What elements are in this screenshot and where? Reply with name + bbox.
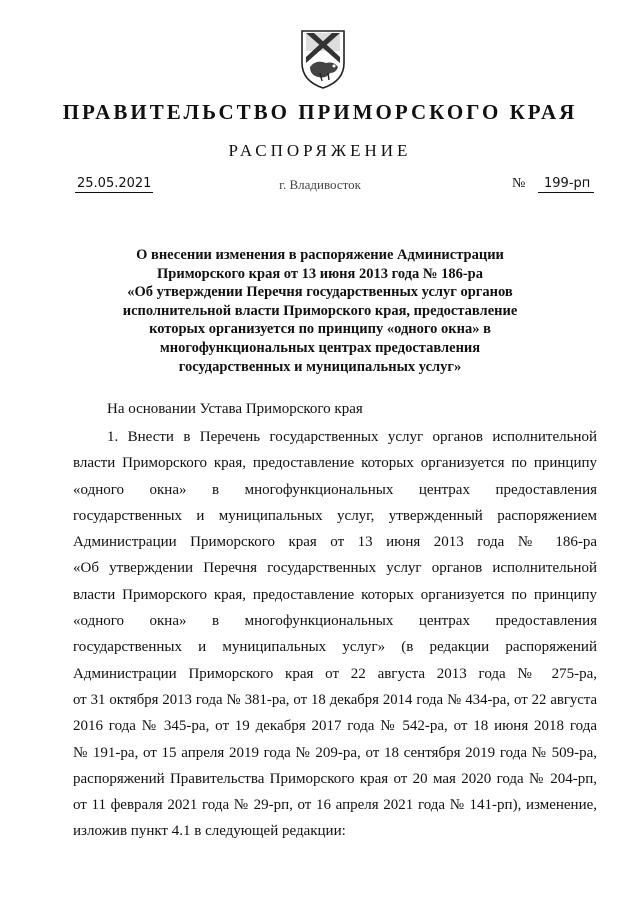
document-number: 199-рп bbox=[538, 176, 594, 193]
paragraph-line: власти Приморского края, предоставление которых организуется по принципу bbox=[73, 586, 597, 603]
document-subject bbox=[100, 246, 540, 376]
document-date: 25.05.2021 bbox=[77, 176, 152, 191]
paragraph-line: изложив пункт 4.1 в следующей редакции: bbox=[73, 823, 346, 840]
paragraph-line: 2016 года № 345-ра, от 19 декабря 2017 года № 542-ра, от 18 июня 2018 года bbox=[73, 718, 597, 735]
paragraph-line: от 11 февраля 2021 года № 29-рп, от 16 апреля 2021 года № 141-рп), изменение, bbox=[73, 797, 597, 814]
subject-line: «Об утверждении Перечня государственных услуг органов bbox=[127, 284, 513, 301]
paragraph-line: государственных и муниципальных услуг» (в редакции распоряжений bbox=[73, 639, 597, 656]
subject-line: О внесении изменения в распоряжение Администрации bbox=[136, 247, 504, 263]
paragraph-line: власти Приморского края, предоставление которых организуется по принципу bbox=[73, 455, 597, 472]
paragraph-line: государственных и муниципальных услуг, утвержденный распоряжением bbox=[73, 507, 597, 524]
subject-line: которых организуется по принципу «одного окна» в bbox=[149, 321, 491, 338]
document-city: г. Владивосток bbox=[279, 177, 361, 192]
coat-of-arms-emblem bbox=[296, 27, 350, 91]
subject-line: Приморского края от 13 июня 2013 года № 186-ра bbox=[157, 265, 483, 282]
document-type: РАСПОРЯЖЕНИЕ bbox=[228, 141, 412, 160]
paragraph-1 bbox=[73, 424, 597, 845]
subject-line: многофункциональных центрах предоставления bbox=[159, 339, 481, 356]
number-sign: № bbox=[512, 176, 526, 191]
paragraph-line: Администрации Приморского края от 13 июня 2013 года № 186-ра bbox=[73, 534, 597, 551]
paragraph-line: Администрации Приморского края от 22 августа 2013 года № 275-ра, bbox=[73, 665, 597, 682]
paragraph-line: распоряжений Правительства Приморского края от 20 мая 2020 года № 204-рп, bbox=[73, 770, 597, 787]
government-title: ПРАВИТЕЛЬСТВО ПРИМОРСКОГО КРАЯ bbox=[62, 100, 578, 124]
subject-line: исполнительной власти Приморского края, предоставление bbox=[122, 302, 518, 319]
paragraph-line: «Об утверждении Перечня государственных услуг органов исполнительной bbox=[73, 560, 597, 577]
paragraph-line: 1. Внести в Перечень государственных услуг органов исполнительной bbox=[107, 429, 597, 445]
paragraph-line: «одного окна» в многофункциональных центрах предоставления bbox=[73, 481, 597, 498]
subject-line: государственных и муниципальных услуг» bbox=[178, 358, 462, 375]
paragraph-line: № 191-ра, от 15 апреля 2019 года № 209-ра, от 18 сентября 2019 года № 509-ра, bbox=[73, 744, 597, 761]
paragraph-line: «одного окна» в многофункциональных центрах предоставления bbox=[73, 613, 597, 630]
paragraph-line: от 31 октября 2013 года № 381-ра, от 18 декабря 2014 года № 434-ра, от 22 августа bbox=[73, 691, 597, 708]
legal-basis: На основании Устава Приморского края bbox=[107, 401, 363, 417]
